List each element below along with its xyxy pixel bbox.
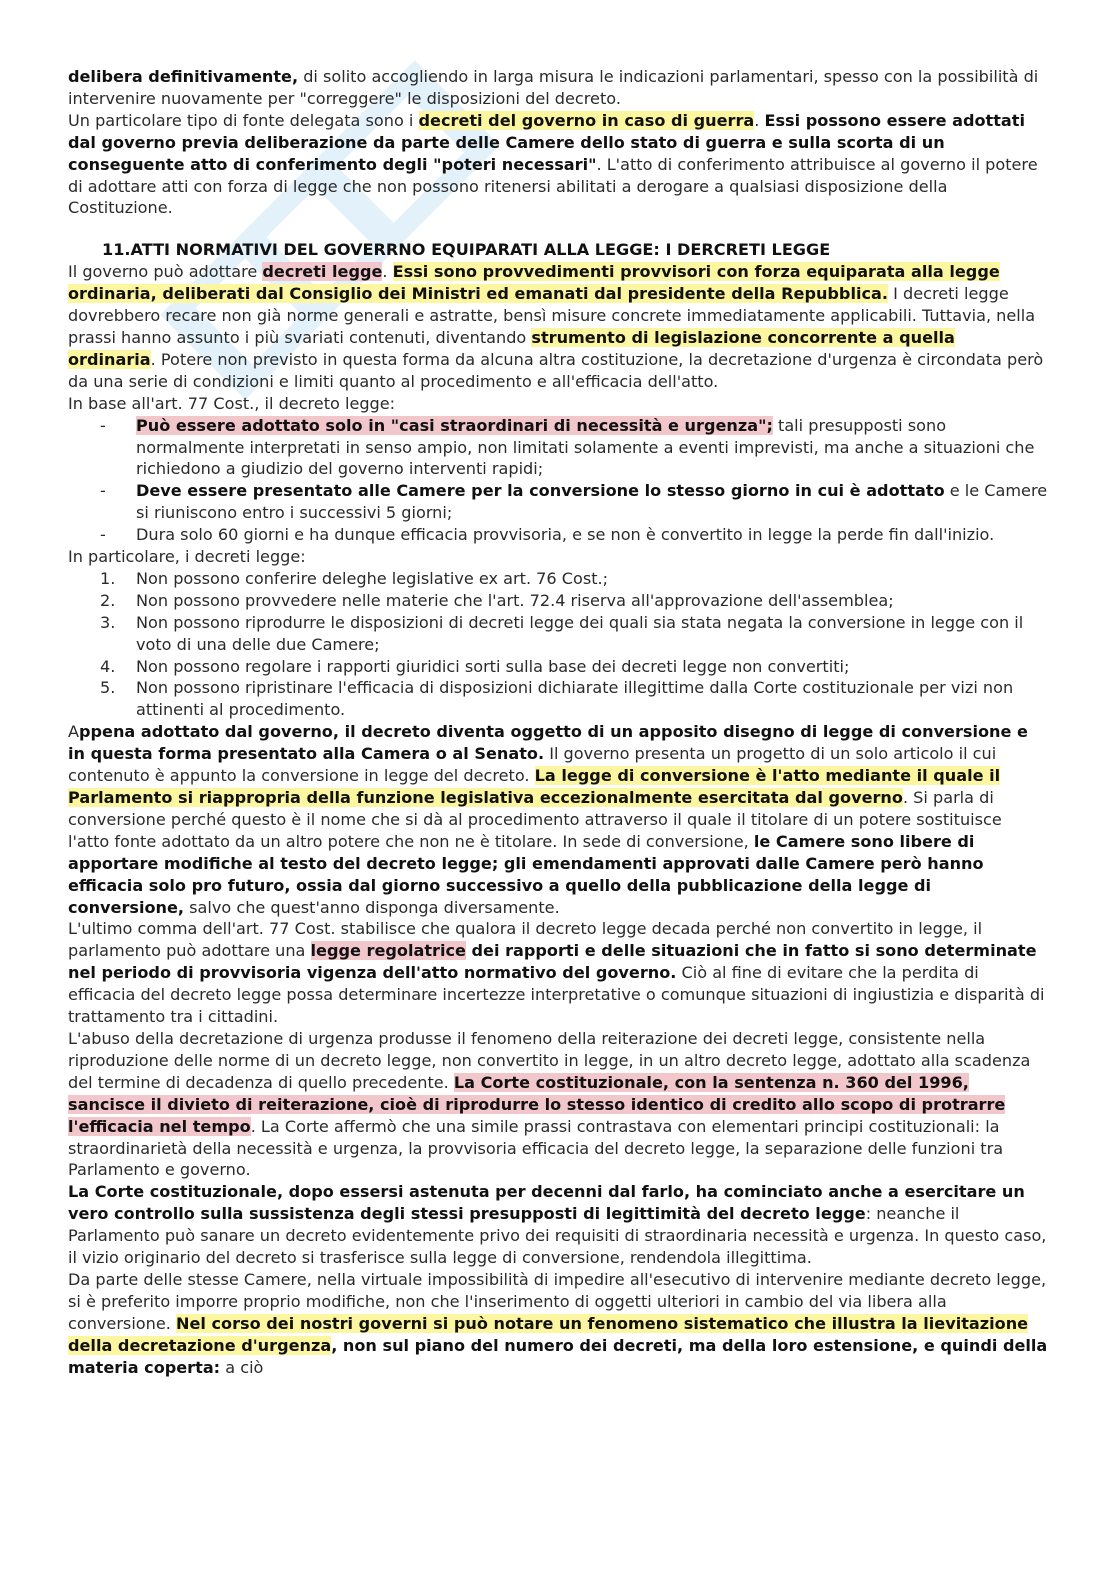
paragraph: Il governo può adottare decreti legge. Essi sono provvedimenti provvisori con forza equiparata alla legge ordinaria, deliberati dal Consiglio dei Ministri ed emanati dal presidente della Repubblica. I decreti legge dovrebbero recare non già norme generali e astratte, bensì misure concrete immediatamente applicabili. Tuttavia, nella prassi hanno assunto i più svariati contenuti, diventando strumento di legislazione concorrente a quella ordinaria. Potere non previsto in questa forma da alcuna altra costituzione, la decretazione d'urgenza è circondata però da una serie di condizioni e limiti quanto al procedimento e all'efficacia dell'atto. (68, 262, 1044, 391)
highlight: Nel corso dei nostri governi si può notare un fenomeno sistematico che illustra la lievitazione della decretazione d'urgenza (68, 1313, 1029, 1355)
list-item: - Dura solo 60 giorni e ha dunque efficacia provvisoria, e se non è convertito in legge la perde fin dall'inizio. (68, 524, 1048, 546)
paragraph: In particolare, i decreti legge: (68, 547, 306, 567)
paragraph: La Corte costituzionale, dopo essersi astenuta per decenni dal farlo, ha cominciato anche a esercitare un vero controllo sulla sussistenza degli stessi presupposti di legittimità del decreto legge: neanche il Parlamento può sanare un decreto evidentemente privo dei requisiti di straordinaria necessità e urgenza. In questo caso, il vizio originario del decreto si trasferisce sulla legge di conversione, rendendola illegittima. (68, 1182, 1047, 1268)
list-item: - Può essere adottato solo in "casi straordinari di necessità e urgenza"; tali presupposti sono normalmente interpretati in senso ampio, non limitati solamente a eventi imprevisti, ma anche a situazioni che richiedono a giudizio del governo interventi rapidi; (68, 415, 1048, 481)
list-item: 1. Non possono conferire deleghe legislative ex art. 76 Cost.; (100, 568, 609, 588)
list-item: 3. Non possono riprodurre le disposizioni di decreti legge dei quali sia stata negata la conversione in legge con il voto di una delle due Camere; (100, 612, 1024, 654)
bullet-list (68, 415, 1048, 546)
list-item: 5. Non possono ripristinare l'efficacia di disposizioni dichiarate illegittime dalla Corte costituzionale per vizi non attinenti al procedimento. (100, 678, 1014, 720)
section-heading: 11.ATTI NORMATIVI DEL GOVERRNO EQUIPARATI ALLA LEGGE: I DERCRETI LEGGE (102, 240, 831, 260)
highlight: legge regolatrice (310, 941, 466, 961)
paragraph: In base all'art. 77 Cost., il decreto legge: (68, 393, 396, 413)
highlight: Essi sono provvedimenti provvisori con forza equiparata alla legge ordinaria, deliberati dal Consiglio dei Ministri ed emanati dal presidente della Repubblica. (68, 262, 1000, 304)
list-item: 2. Non possono provvedere nelle materie che l'art. 72.4 riserva all'approvazione dell'assemblea; (100, 590, 894, 610)
highlight: strumento di legislazione concorrente a quella ordinaria (68, 327, 955, 369)
numbered-list (68, 568, 1048, 721)
highlight: decreti legge (262, 262, 383, 282)
highlight: La legge di conversione è l'atto mediante il quale il Parlamento si riappropria della funzione legislativa eccezionalmente esercitata dal governo (68, 766, 1001, 807)
paragraph: Da parte delle stesse Camere, nella virtuale impossibilità di impedire all'esecutivo di intervenire mediante decreto legge, si è preferito imporre proprio modifiche, non che l'inserimento di oggetti ulteriori in cambio del via libera alla conversione. Nel corso dei nostri governi si può notare un fenomeno sistematico che illustra la lievitazione della decretazione d'urgenza, non sul piano del numero dei decreti, ma della loro estensione, e quindi della materia coperta: a ciò (68, 1269, 1048, 1377)
paragraph: delibera definitivamente, di solito accogliendo in larga misura le indicazioni parlamentari, spesso con la possibilità di intervenire nuovamente per "correggere" le disposizioni del decreto. (68, 67, 1039, 108)
highlight: La Corte costituzionale, con la sentenza n. 360 del 1996, sancisce il divieto di reiterazione, cioè di riprodurre lo stesso identico di credito allo scopo di protrarre l'efficacia nel tempo (68, 1072, 1006, 1136)
highlight: decreti del governo in caso di guerra (418, 110, 755, 130)
highlight: Può essere adottato solo in "casi straordinari di necessità e urgenza"; (136, 415, 773, 435)
list-item: - Deve essere presentato alle Camere per la conversione lo stesso giorno in cui è adottato e le Camere si riuniscono entro i successivi 5 giorni; (68, 480, 1048, 524)
document-page (68, 66, 1048, 1378)
paragraph: L'ultimo comma dell'art. 77 Cost. stabilisce che qualora il decreto legge decada perché non convertito in legge, il parlamento può adottare una legge regolatrice dei rapporti e delle situazioni che in fatto si sono determinate nel periodo di provvisoria vigenza dell'atto normativo del governo. Ciò al fine di evitare che la perdita di efficacia del decreto legge possa determinare incertezze interpretative o comunque situazioni di ingiustizia e disparità di trattamento tra i cittadini. (68, 919, 1045, 1027)
list-item: 4. Non possono regolare i rapporti giuridici sorti sulla base dei decreti legge non convertiti; (100, 656, 850, 676)
paragraph: Un particolare tipo di fonte delegata sono i decreti del governo in caso di guerra. Essi possono essere adottati dal governo previa deliberazione da parte delle Camere dello stato di guerra e sulla scorta di un conseguente atto di conferimento degli "poteri necessari". L'atto di conferimento attribuisce al governo il potere di adottare atti con forza di legge che non possono ritenersi abilitati a derogare a qualsiasi disposizione della Costituzione. (68, 110, 1038, 218)
paragraph: Appena adottato dal governo, il decreto diventa oggetto di un apposito disegno di legge di conversione e in questa forma presentato alla Camera o al Senato. Il governo presenta un progetto di un solo articolo il cui contenuto è appunto la conversione in legge del decreto. La legge di conversione è l'atto mediante il quale il Parlamento si riappropria della funzione legislativa eccezionalmente esercitata dal governo. Si parla di conversione perché questo è il nome che si dà al procedimento attraverso il quale il titolare di un potere sostituisce l'atto fonte adottato da un altro potere che non ne è titolare. In sede di conversione, le Camere sono libere di apportare modifiche al testo del decreto legge; gli emendamenti approvati dalle Camere però hanno efficacia solo pro futuro, ossia dal giorno successivo a quello della pubblicazione della legge di conversione, salvo che quest'anno disponga diversamente. (68, 722, 1028, 917)
paragraph: L'abuso della decretazione di urgenza produsse il fenomeno della reiterazione dei decreti legge, consistente nella riproduzione delle norme di un decreto legge, non convertito in legge, in un altro decreto legge, adottato alla scadenza del termine di decadenza di quello precedente. La Corte costituzionale, con la sentenza n. 360 del 1996, sancisce il divieto di reiterazione, cioè di riprodurre lo stesso identico di credito allo scopo di protrarre l'efficacia nel tempo. La Corte affermò che una simile prassi contrastava con elementari principi costituzionali: la straordinarietà della necessità e urgenza, la provvisoria efficacia del decreto legge, la separazione delle funzioni tra Parlamento e governo. (68, 1028, 1031, 1180)
